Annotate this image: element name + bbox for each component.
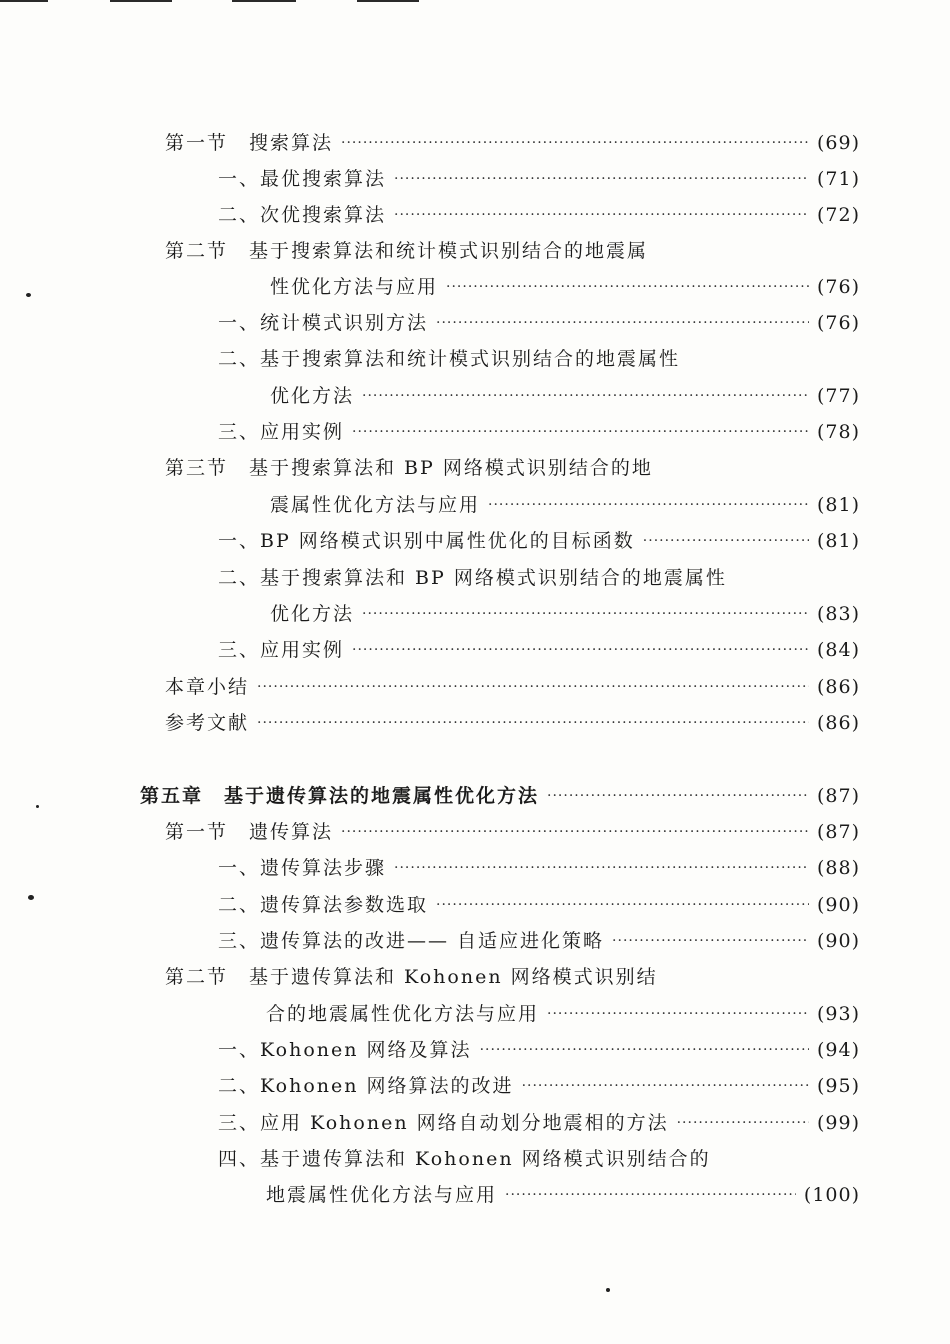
leader-dots [341, 126, 809, 160]
toc-entry-title: 一、BP 网络模式识别中属性优化的目标函数 [218, 530, 635, 552]
toc-page-number: (93) [816, 1003, 860, 1025]
toc-entry [218, 198, 860, 232]
leader-dots [547, 997, 809, 1031]
toc-page-number: (81) [816, 530, 860, 552]
leader-dots [394, 198, 809, 232]
toc-entry [266, 1178, 860, 1212]
toc-entry [270, 270, 860, 304]
toc-page-number: (78) [816, 421, 860, 443]
toc-entry [218, 1069, 860, 1103]
leader-dots [257, 706, 809, 740]
toc-entry-title: 优化方法 [270, 385, 355, 407]
toc-entry-title: 第一节 遗传算法 [165, 821, 334, 843]
toc-page-number: (72) [816, 204, 860, 226]
toc-page-number: (87) [816, 821, 860, 843]
toc-page-number: (69) [816, 132, 860, 154]
toc-page-number: (94) [816, 1039, 860, 1061]
toc-entry-title: 一、Kohonen 网络及算法 [218, 1039, 472, 1061]
leader-dots [547, 779, 809, 813]
toc-entry-title: 一、遗传算法步骤 [218, 857, 387, 879]
leader-dots [480, 1033, 809, 1067]
toc-entry [218, 888, 860, 922]
toc-entry-title: 性优化方法与应用 [270, 276, 439, 298]
toc-entry [270, 379, 860, 413]
toc-entry-title: 一、统计模式识别方法 [218, 312, 429, 334]
toc-page-number: (88) [816, 857, 860, 879]
scan-speck [606, 1288, 610, 1292]
toc-page-number: (76) [816, 276, 860, 298]
toc-entry-title: 二、次优搜索算法 [218, 204, 387, 226]
toc-entry [218, 342, 860, 376]
toc-entry [270, 488, 860, 522]
toc-page-number: (76) [816, 312, 860, 334]
toc-entry [218, 306, 860, 340]
toc-entry [218, 1142, 860, 1176]
toc-page-number: (95) [816, 1075, 860, 1097]
leader-dots [488, 488, 809, 522]
scan-speck [36, 805, 39, 808]
toc-entry [266, 997, 860, 1031]
leader-dots [522, 1069, 809, 1103]
toc-entry [218, 561, 860, 595]
toc-entry [165, 126, 860, 160]
toc-entry-title: 参考文献 [165, 712, 250, 734]
toc-page-number: (99) [816, 1112, 860, 1134]
leader-dots [643, 524, 809, 558]
leader-dots [612, 924, 809, 958]
toc-entry [270, 597, 860, 631]
leader-dots [436, 888, 809, 922]
leader-dots [257, 670, 809, 704]
toc-entry [218, 851, 860, 885]
toc-entry-title: 第五章 基于遗传算法的地震属性优化方法 [140, 785, 540, 807]
leader-dots [362, 597, 809, 631]
toc-entry [218, 162, 860, 196]
toc-entry-title: 第二节 基于遗传算法和 Kohonen 网络模式识别结 [165, 966, 658, 988]
scan-speck [26, 293, 31, 297]
toc-entry-title: 三、应用实例 [218, 421, 345, 443]
leader-dots [362, 379, 809, 413]
leader-dots [677, 1106, 809, 1140]
toc-page-number: (90) [816, 930, 860, 952]
toc-entry-title: 第三节 基于搜索算法和 BP 网络模式识别结合的地 [165, 457, 653, 479]
toc-entry [218, 633, 860, 667]
toc-entry [140, 779, 860, 813]
toc-page-number: (77) [816, 385, 860, 407]
toc-entry-title: 三、遗传算法的改进—— 自适应进化策略 [218, 930, 605, 952]
toc-entry [218, 524, 860, 558]
toc-entry [218, 924, 860, 958]
scan-speck [28, 895, 34, 900]
leader-dots [341, 815, 809, 849]
toc-entry-title: 地震属性优化方法与应用 [266, 1184, 498, 1206]
toc-entry-title: 三、应用 Kohonen 网络自动划分地震相的方法 [218, 1112, 669, 1134]
toc-entry [165, 670, 860, 704]
toc-page-number: (100) [803, 1184, 860, 1206]
scan-edge-mark [110, 0, 172, 2]
scan-edge-mark [0, 0, 48, 2]
toc-entry-title: 二、基于搜索算法和 BP 网络模式识别结合的地震属性 [218, 567, 727, 589]
toc-entry-title: 四、基于遗传算法和 Kohonen 网络模式识别结合的 [218, 1148, 711, 1170]
toc-entry-title: 二、Kohonen 网络算法的改进 [218, 1075, 514, 1097]
toc-page-number: (84) [816, 639, 860, 661]
toc-entry-title: 合的地震属性优化方法与应用 [266, 1003, 540, 1025]
toc-entry [165, 815, 860, 849]
toc-page-number: (90) [816, 894, 860, 916]
toc-entry-title: 本章小结 [165, 676, 250, 698]
toc-page-number: (86) [816, 712, 860, 734]
toc-page-number: (87) [816, 785, 860, 807]
toc-entry-title: 优化方法 [270, 603, 355, 625]
leader-dots [352, 415, 809, 449]
toc-entry [165, 960, 860, 994]
leader-dots [446, 270, 809, 304]
toc-page-number: (83) [816, 603, 860, 625]
leader-dots [394, 851, 809, 885]
toc-page-number: (86) [816, 676, 860, 698]
toc-page-number: (81) [816, 494, 860, 516]
leader-dots [436, 306, 809, 340]
leader-dots [394, 162, 809, 196]
leader-dots [352, 633, 809, 667]
scan-edge-mark [232, 0, 296, 2]
toc-entry-title: 一、最优搜索算法 [218, 168, 387, 190]
leader-dots [505, 1178, 796, 1212]
toc-entry-title: 三、应用实例 [218, 639, 345, 661]
toc-entry [218, 1106, 860, 1140]
toc-page-number: (71) [816, 168, 860, 190]
toc-entry-title: 二、遗传算法参数选取 [218, 894, 429, 916]
toc-entry-title: 二、基于搜索算法和统计模式识别结合的地震属性 [218, 348, 681, 370]
toc-entry [218, 1033, 860, 1067]
toc-entry [165, 234, 860, 268]
scan-edge-mark [357, 0, 419, 2]
toc-entry [165, 706, 860, 740]
toc-entry [165, 451, 860, 485]
toc-entry-title: 第一节 搜索算法 [165, 132, 334, 154]
toc-entry [218, 415, 860, 449]
toc-entry-title: 第二节 基于搜索算法和统计模式识别结合的地震属 [165, 240, 649, 262]
toc-entry-title: 震属性优化方法与应用 [270, 494, 481, 516]
